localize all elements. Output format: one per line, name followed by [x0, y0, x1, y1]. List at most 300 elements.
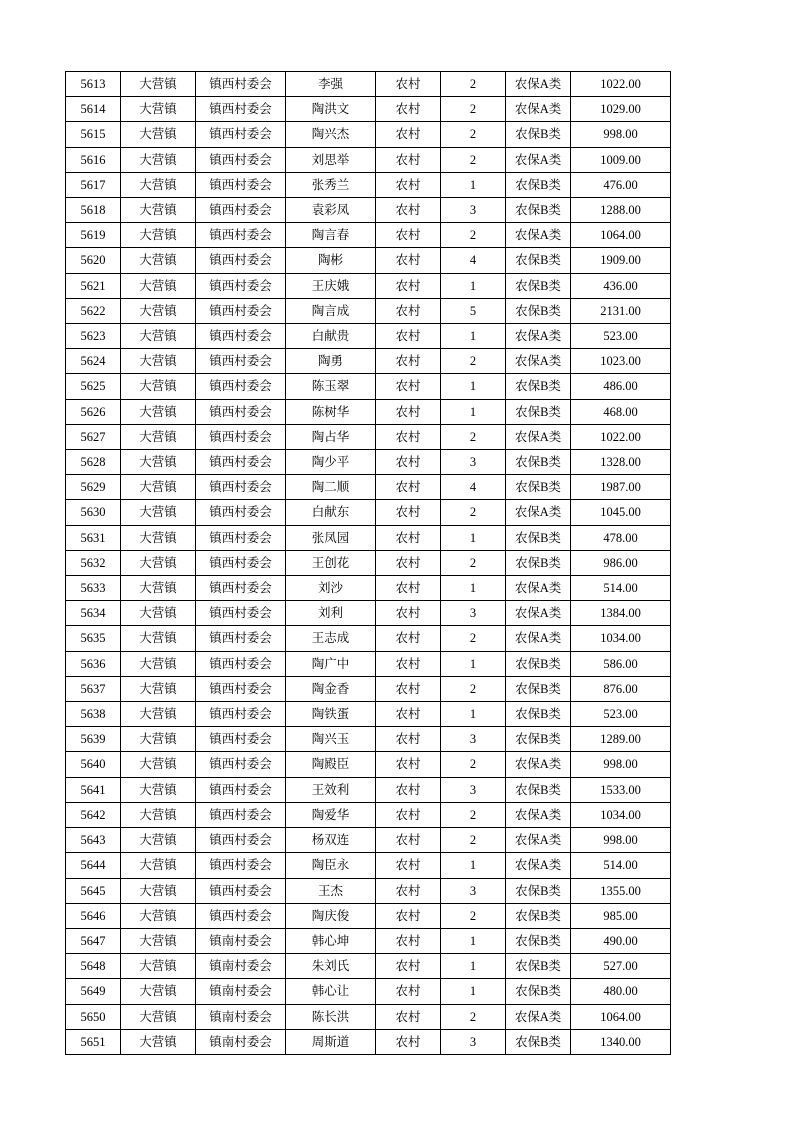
- cell-insurance-category: 农保B类: [506, 777, 571, 802]
- cell-amount: 1029.00: [571, 97, 671, 122]
- table-row: [66, 626, 671, 651]
- cell-village: 镇西村委会: [196, 802, 286, 827]
- cell-village: 镇南村委会: [196, 928, 286, 953]
- table-row: [66, 248, 671, 273]
- cell-village: 镇西村委会: [196, 550, 286, 575]
- cell-residence-type: 农村: [376, 374, 441, 399]
- table-row: [66, 349, 671, 374]
- cell-residence-type: 农村: [376, 97, 441, 122]
- cell-insurance-category: 农保B类: [506, 525, 571, 550]
- cell-id: 5644: [66, 853, 121, 878]
- table-row: [66, 172, 671, 197]
- cell-residence-type: 农村: [376, 298, 441, 323]
- cell-id: 5615: [66, 122, 121, 147]
- cell-amount: 998.00: [571, 828, 671, 853]
- cell-amount: 1034.00: [571, 802, 671, 827]
- table-row: [66, 198, 671, 223]
- cell-town: 大营镇: [121, 802, 196, 827]
- cell-insurance-category: 农保A类: [506, 1004, 571, 1029]
- table-row: [66, 122, 671, 147]
- cell-id: 5646: [66, 903, 121, 928]
- cell-residence-type: 农村: [376, 450, 441, 475]
- cell-id: 5624: [66, 349, 121, 374]
- cell-person-count: 3: [441, 777, 506, 802]
- cell-insurance-category: 农保A类: [506, 601, 571, 626]
- cell-person-count: 1: [441, 324, 506, 349]
- cell-person-count: 3: [441, 601, 506, 626]
- cell-person-name: 王杰: [286, 878, 376, 903]
- table-row: [66, 702, 671, 727]
- cell-town: 大营镇: [121, 424, 196, 449]
- cell-person-name: 杨双连: [286, 828, 376, 853]
- cell-insurance-category: 农保B类: [506, 374, 571, 399]
- cell-id: 5620: [66, 248, 121, 273]
- cell-amount: 986.00: [571, 550, 671, 575]
- cell-person-count: 1: [441, 651, 506, 676]
- cell-town: 大营镇: [121, 248, 196, 273]
- cell-town: 大营镇: [121, 903, 196, 928]
- cell-person-count: 1: [441, 979, 506, 1004]
- cell-person-count: 2: [441, 72, 506, 97]
- table-row: [66, 727, 671, 752]
- cell-id: 5623: [66, 324, 121, 349]
- cell-town: 大营镇: [121, 349, 196, 374]
- cell-person-count: 2: [441, 147, 506, 172]
- cell-residence-type: 农村: [376, 72, 441, 97]
- cell-village: 镇西村委会: [196, 349, 286, 374]
- table-row: [66, 828, 671, 853]
- cell-town: 大营镇: [121, 97, 196, 122]
- cell-residence-type: 农村: [376, 223, 441, 248]
- cell-id: 5649: [66, 979, 121, 1004]
- table-row: [66, 475, 671, 500]
- cell-amount: 2131.00: [571, 298, 671, 323]
- cell-amount: 1009.00: [571, 147, 671, 172]
- cell-insurance-category: 农保B类: [506, 122, 571, 147]
- cell-residence-type: 农村: [376, 954, 441, 979]
- cell-town: 大营镇: [121, 777, 196, 802]
- table-row: [66, 1029, 671, 1054]
- cell-village: 镇西村委会: [196, 324, 286, 349]
- cell-residence-type: 农村: [376, 777, 441, 802]
- cell-person-count: 1: [441, 954, 506, 979]
- cell-town: 大营镇: [121, 172, 196, 197]
- cell-town: 大营镇: [121, 147, 196, 172]
- cell-id: 5629: [66, 475, 121, 500]
- table-row: [66, 500, 671, 525]
- cell-town: 大营镇: [121, 752, 196, 777]
- cell-id: 5635: [66, 626, 121, 651]
- table-row: [66, 273, 671, 298]
- table-row: [66, 903, 671, 928]
- cell-town: 大营镇: [121, 324, 196, 349]
- cell-amount: 1328.00: [571, 450, 671, 475]
- cell-residence-type: 农村: [376, 828, 441, 853]
- cell-amount: 1987.00: [571, 475, 671, 500]
- cell-id: 5618: [66, 198, 121, 223]
- cell-town: 大营镇: [121, 273, 196, 298]
- cell-insurance-category: 农保B类: [506, 903, 571, 928]
- table-row: [66, 979, 671, 1004]
- cell-person-count: 3: [441, 198, 506, 223]
- cell-id: 5651: [66, 1029, 121, 1054]
- cell-town: 大营镇: [121, 525, 196, 550]
- cell-person-name: 张秀兰: [286, 172, 376, 197]
- cell-village: 镇西村委会: [196, 399, 286, 424]
- cell-person-name: 陶少平: [286, 450, 376, 475]
- cell-person-count: 1: [441, 928, 506, 953]
- cell-amount: 1384.00: [571, 601, 671, 626]
- table-row: [66, 853, 671, 878]
- table-row: [66, 324, 671, 349]
- cell-residence-type: 农村: [376, 147, 441, 172]
- cell-village: 镇西村委会: [196, 424, 286, 449]
- cell-insurance-category: 农保B类: [506, 248, 571, 273]
- cell-village: 镇西村委会: [196, 626, 286, 651]
- cell-residence-type: 农村: [376, 576, 441, 601]
- cell-person-name: 周斯道: [286, 1029, 376, 1054]
- cell-person-name: 陶占华: [286, 424, 376, 449]
- cell-town: 大营镇: [121, 198, 196, 223]
- cell-person-count: 2: [441, 752, 506, 777]
- cell-village: 镇西村委会: [196, 147, 286, 172]
- cell-insurance-category: 农保B类: [506, 298, 571, 323]
- cell-village: 镇西村委会: [196, 122, 286, 147]
- cell-person-name: 张凤园: [286, 525, 376, 550]
- cell-id: 5650: [66, 1004, 121, 1029]
- cell-residence-type: 农村: [376, 1029, 441, 1054]
- cell-person-name: 刘思举: [286, 147, 376, 172]
- cell-person-name: 陶言成: [286, 298, 376, 323]
- cell-amount: 514.00: [571, 853, 671, 878]
- cell-amount: 514.00: [571, 576, 671, 601]
- cell-person-name: 陶爱华: [286, 802, 376, 827]
- table-row: [66, 450, 671, 475]
- cell-id: 5628: [66, 450, 121, 475]
- cell-village: 镇南村委会: [196, 979, 286, 1004]
- cell-person-count: 1: [441, 702, 506, 727]
- cell-amount: 490.00: [571, 928, 671, 953]
- cell-person-count: 2: [441, 424, 506, 449]
- cell-insurance-category: 农保A类: [506, 802, 571, 827]
- table-row: [66, 399, 671, 424]
- cell-insurance-category: 农保A类: [506, 349, 571, 374]
- cell-id: 5643: [66, 828, 121, 853]
- cell-insurance-category: 农保B类: [506, 399, 571, 424]
- cell-person-name: 陶洪文: [286, 97, 376, 122]
- cell-insurance-category: 农保B类: [506, 979, 571, 1004]
- cell-person-count: 2: [441, 97, 506, 122]
- cell-id: 5647: [66, 928, 121, 953]
- cell-residence-type: 农村: [376, 727, 441, 752]
- cell-village: 镇西村委会: [196, 273, 286, 298]
- cell-insurance-category: 农保B类: [506, 172, 571, 197]
- cell-village: 镇西村委会: [196, 651, 286, 676]
- cell-village: 镇西村委会: [196, 828, 286, 853]
- cell-person-count: 1: [441, 374, 506, 399]
- cell-insurance-category: 农保B类: [506, 651, 571, 676]
- table-row: [66, 1004, 671, 1029]
- cell-person-count: 1: [441, 172, 506, 197]
- cell-id: 5616: [66, 147, 121, 172]
- cell-insurance-category: 农保A类: [506, 500, 571, 525]
- cell-residence-type: 农村: [376, 903, 441, 928]
- cell-id: 5613: [66, 72, 121, 97]
- cell-town: 大营镇: [121, 475, 196, 500]
- cell-village: 镇西村委会: [196, 878, 286, 903]
- cell-person-name: 韩心坤: [286, 928, 376, 953]
- cell-residence-type: 农村: [376, 122, 441, 147]
- cell-amount: 1034.00: [571, 626, 671, 651]
- table-row: [66, 374, 671, 399]
- cell-town: 大营镇: [121, 853, 196, 878]
- cell-person-count: 3: [441, 1029, 506, 1054]
- cell-village: 镇西村委会: [196, 500, 286, 525]
- cell-residence-type: 农村: [376, 979, 441, 1004]
- table-row: [66, 97, 671, 122]
- cell-residence-type: 农村: [376, 878, 441, 903]
- cell-insurance-category: 农保B类: [506, 727, 571, 752]
- cell-amount: 478.00: [571, 525, 671, 550]
- cell-residence-type: 农村: [376, 349, 441, 374]
- cell-amount: 998.00: [571, 122, 671, 147]
- cell-person-count: 3: [441, 727, 506, 752]
- cell-residence-type: 农村: [376, 172, 441, 197]
- cell-village: 镇西村委会: [196, 475, 286, 500]
- cell-insurance-category: 农保B类: [506, 954, 571, 979]
- cell-id: 5621: [66, 273, 121, 298]
- cell-amount: 1533.00: [571, 777, 671, 802]
- cell-person-count: 2: [441, 802, 506, 827]
- cell-person-count: 2: [441, 550, 506, 575]
- table-row: [66, 954, 671, 979]
- cell-insurance-category: 农保A类: [506, 828, 571, 853]
- cell-insurance-category: 农保B类: [506, 273, 571, 298]
- cell-town: 大营镇: [121, 979, 196, 1004]
- table-body: [66, 72, 671, 1055]
- cell-amount: 486.00: [571, 374, 671, 399]
- cell-insurance-category: 农保A类: [506, 223, 571, 248]
- cell-insurance-category: 农保B类: [506, 475, 571, 500]
- cell-person-count: 1: [441, 853, 506, 878]
- table-row: [66, 298, 671, 323]
- cell-person-count: 3: [441, 878, 506, 903]
- cell-town: 大营镇: [121, 878, 196, 903]
- cell-amount: 1045.00: [571, 500, 671, 525]
- cell-residence-type: 农村: [376, 752, 441, 777]
- cell-town: 大营镇: [121, 601, 196, 626]
- cell-person-count: 2: [441, 626, 506, 651]
- cell-person-name: 王效利: [286, 777, 376, 802]
- cell-amount: 1064.00: [571, 1004, 671, 1029]
- cell-person-name: 刘利: [286, 601, 376, 626]
- cell-person-name: 陶广中: [286, 651, 376, 676]
- cell-person-name: 朱刘氏: [286, 954, 376, 979]
- cell-person-name: 陶臣永: [286, 853, 376, 878]
- cell-id: 5637: [66, 676, 121, 701]
- cell-insurance-category: 农保A类: [506, 424, 571, 449]
- cell-id: 5641: [66, 777, 121, 802]
- table-row: [66, 676, 671, 701]
- table-row: [66, 72, 671, 97]
- cell-person-count: 2: [441, 828, 506, 853]
- table-row: [66, 601, 671, 626]
- cell-insurance-category: 农保B类: [506, 1029, 571, 1054]
- cell-insurance-category: 农保A类: [506, 324, 571, 349]
- cell-person-count: 4: [441, 248, 506, 273]
- cell-residence-type: 农村: [376, 248, 441, 273]
- cell-person-name: 陶勇: [286, 349, 376, 374]
- cell-person-name: 白献东: [286, 500, 376, 525]
- cell-amount: 480.00: [571, 979, 671, 1004]
- cell-person-count: 2: [441, 223, 506, 248]
- cell-residence-type: 农村: [376, 651, 441, 676]
- cell-insurance-category: 农保B类: [506, 928, 571, 953]
- cell-residence-type: 农村: [376, 550, 441, 575]
- cell-village: 镇西村委会: [196, 727, 286, 752]
- cell-person-name: 陶庆俊: [286, 903, 376, 928]
- cell-village: 镇西村委会: [196, 576, 286, 601]
- cell-person-name: 王创花: [286, 550, 376, 575]
- cell-residence-type: 农村: [376, 500, 441, 525]
- table-row: [66, 651, 671, 676]
- cell-residence-type: 农村: [376, 601, 441, 626]
- cell-person-name: 韩心让: [286, 979, 376, 1004]
- cell-person-count: 1: [441, 399, 506, 424]
- cell-residence-type: 农村: [376, 928, 441, 953]
- cell-person-count: 1: [441, 576, 506, 601]
- cell-person-count: 1: [441, 273, 506, 298]
- cell-town: 大营镇: [121, 374, 196, 399]
- cell-amount: 523.00: [571, 324, 671, 349]
- cell-person-name: 陶二顺: [286, 475, 376, 500]
- cell-id: 5634: [66, 601, 121, 626]
- table-row: [66, 147, 671, 172]
- cell-insurance-category: 农保B类: [506, 878, 571, 903]
- cell-id: 5630: [66, 500, 121, 525]
- cell-person-name: 陈玉翠: [286, 374, 376, 399]
- cell-town: 大营镇: [121, 576, 196, 601]
- cell-village: 镇西村委会: [196, 525, 286, 550]
- cell-person-name: 陈长洪: [286, 1004, 376, 1029]
- cell-id: 5622: [66, 298, 121, 323]
- cell-residence-type: 农村: [376, 475, 441, 500]
- cell-amount: 523.00: [571, 702, 671, 727]
- cell-person-name: 李强: [286, 72, 376, 97]
- cell-person-name: 陶兴玉: [286, 727, 376, 752]
- cell-insurance-category: 农保A类: [506, 147, 571, 172]
- cell-id: 5642: [66, 802, 121, 827]
- cell-village: 镇南村委会: [196, 1004, 286, 1029]
- cell-insurance-category: 农保A类: [506, 752, 571, 777]
- cell-person-name: 陶金香: [286, 676, 376, 701]
- cell-town: 大营镇: [121, 626, 196, 651]
- cell-amount: 1023.00: [571, 349, 671, 374]
- cell-id: 5648: [66, 954, 121, 979]
- cell-town: 大营镇: [121, 72, 196, 97]
- cell-person-count: 4: [441, 475, 506, 500]
- cell-id: 5627: [66, 424, 121, 449]
- cell-amount: 1022.00: [571, 72, 671, 97]
- table-row: [66, 576, 671, 601]
- cell-person-name: 白献贵: [286, 324, 376, 349]
- cell-village: 镇西村委会: [196, 853, 286, 878]
- cell-village: 镇西村委会: [196, 298, 286, 323]
- cell-amount: 1289.00: [571, 727, 671, 752]
- cell-amount: 476.00: [571, 172, 671, 197]
- cell-village: 镇南村委会: [196, 1029, 286, 1054]
- cell-residence-type: 农村: [376, 324, 441, 349]
- cell-person-name: 刘沙: [286, 576, 376, 601]
- cell-town: 大营镇: [121, 550, 196, 575]
- cell-person-count: 2: [441, 122, 506, 147]
- cell-insurance-category: 农保A类: [506, 576, 571, 601]
- cell-amount: 1340.00: [571, 1029, 671, 1054]
- cell-village: 镇西村委会: [196, 601, 286, 626]
- cell-town: 大营镇: [121, 1004, 196, 1029]
- cell-id: 5619: [66, 223, 121, 248]
- cell-insurance-category: 农保B类: [506, 198, 571, 223]
- cell-town: 大营镇: [121, 651, 196, 676]
- cell-residence-type: 农村: [376, 626, 441, 651]
- cell-village: 镇西村委会: [196, 97, 286, 122]
- cell-village: 镇西村委会: [196, 676, 286, 701]
- cell-residence-type: 农村: [376, 853, 441, 878]
- cell-id: 5614: [66, 97, 121, 122]
- cell-id: 5645: [66, 878, 121, 903]
- cell-person-count: 2: [441, 1004, 506, 1029]
- table-row: [66, 878, 671, 903]
- cell-person-count: 2: [441, 903, 506, 928]
- cell-person-count: 3: [441, 450, 506, 475]
- cell-amount: 998.00: [571, 752, 671, 777]
- cell-insurance-category: 农保B类: [506, 450, 571, 475]
- cell-amount: 1909.00: [571, 248, 671, 273]
- cell-town: 大营镇: [121, 928, 196, 953]
- cell-person-name: 王庆娥: [286, 273, 376, 298]
- cell-id: 5636: [66, 651, 121, 676]
- cell-insurance-category: 农保A类: [506, 72, 571, 97]
- cell-town: 大营镇: [121, 828, 196, 853]
- cell-amount: 1355.00: [571, 878, 671, 903]
- cell-town: 大营镇: [121, 954, 196, 979]
- cell-id: 5626: [66, 399, 121, 424]
- cell-amount: 527.00: [571, 954, 671, 979]
- cell-town: 大营镇: [121, 122, 196, 147]
- cell-village: 镇西村委会: [196, 752, 286, 777]
- cell-person-count: 2: [441, 676, 506, 701]
- cell-village: 镇西村委会: [196, 777, 286, 802]
- cell-insurance-category: 农保A类: [506, 853, 571, 878]
- cell-village: 镇西村委会: [196, 223, 286, 248]
- cell-amount: 1064.00: [571, 223, 671, 248]
- cell-person-count: 5: [441, 298, 506, 323]
- cell-insurance-category: 农保B类: [506, 702, 571, 727]
- table-row: [66, 424, 671, 449]
- cell-village: 镇西村委会: [196, 702, 286, 727]
- cell-town: 大营镇: [121, 702, 196, 727]
- table-row: [66, 752, 671, 777]
- cell-id: 5640: [66, 752, 121, 777]
- cell-person-count: 2: [441, 349, 506, 374]
- cell-residence-type: 农村: [376, 1004, 441, 1029]
- cell-residence-type: 农村: [376, 273, 441, 298]
- cell-person-count: 2: [441, 500, 506, 525]
- cell-id: 5633: [66, 576, 121, 601]
- cell-residence-type: 农村: [376, 802, 441, 827]
- cell-person-name: 陶彬: [286, 248, 376, 273]
- cell-person-name: 陶铁蛋: [286, 702, 376, 727]
